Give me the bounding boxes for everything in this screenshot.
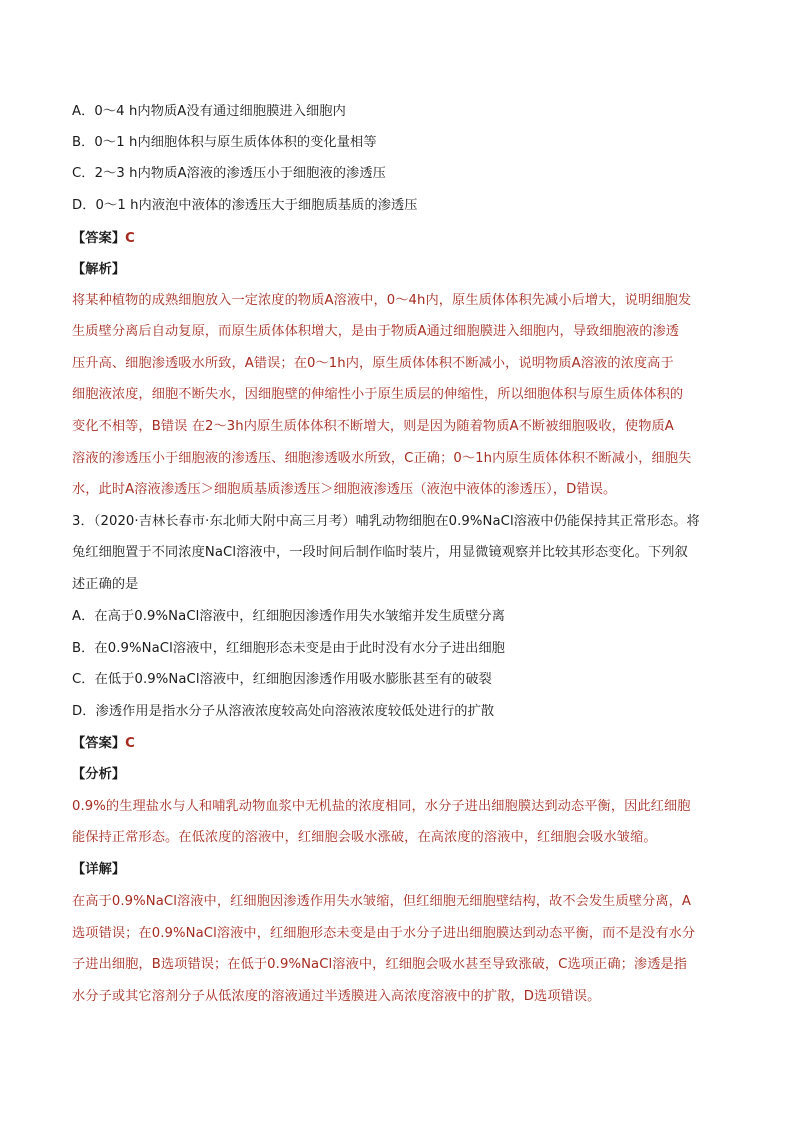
answer-label: 【答案】 bbox=[72, 736, 126, 751]
q3-option-d: D．渗透作用是指水分子从溶液浓度较高处向溶液浓度较低处进行的扩散 bbox=[72, 704, 495, 719]
q2-analysis-line: 将某种植物的成熟细胞放入一定浓度的物质A溶液中，0～4h内，原生质体体积先减小后增大，说明细胞发 bbox=[72, 293, 692, 308]
q2-option-a: A．0～4 h内物质A没有通过细胞膜进入细胞内 bbox=[72, 104, 346, 119]
q3-fenxi-line: 0.9%的生理盐水与人和哺乳动物血浆中无机盐的浓度相同，水分子进出细胞膜达到动态平衡，因此红细胞 bbox=[72, 799, 691, 814]
q3-stem-line: 述正确的是 bbox=[72, 577, 139, 592]
q2-analysis-line: 水，此时A溶液渗透压＞细胞质基质渗透压＞细胞液渗透压（液泡中液体的渗透压），D错误。 bbox=[72, 482, 617, 497]
q3-fenxi-line: 能保持正常形态。在低浓度的溶液中，红细胞会吸水涨破，在高浓度的溶液中，红细胞会吸水皱缩。 bbox=[72, 830, 657, 845]
q3-xiangjie-line: 选项错误；在0.9%NaCl溶液中，红细胞形态未变是由于水分子进出细胞膜达到动态平衡，而不是没有水分 bbox=[72, 926, 696, 941]
q2-analysis-line: 压升高、细胞渗透吸水所致，A错误；在0～1h内，原生质体体积不断减小，说明物质A溶液的浓度高于 bbox=[72, 356, 674, 371]
answer-label: 【答案】 bbox=[72, 231, 126, 246]
q3-option-a: A．在高于0.9%NaCl溶液中，红细胞因渗透作用失水皱缩并发生质壁分离 bbox=[72, 609, 506, 624]
q3-xiangjie-line: 子进出细胞，B选项错误；在低于0.9%NaCl溶液中，红细胞会吸水甚至导致涨破，C选项正确；渗透是指 bbox=[72, 957, 688, 972]
q2-analysis-line: 生质壁分离后自动复原，而原生质体体积增大，是由于物质A通过细胞膜进入细胞内，导致细胞液的渗透 bbox=[72, 324, 680, 339]
q3-option-c: C．在低于0.9%NaCl溶液中，红细胞因渗透作用吸水膨胀甚至有的破裂 bbox=[72, 672, 492, 687]
q3-option-b: B．在0.9%NaCl溶液中，红细胞形态未变是由于此时没有水分子进出细胞 bbox=[72, 641, 506, 656]
answer-value: C bbox=[125, 736, 135, 751]
q2-option-d: D．0～1 h内液泡中液体的渗透压大于细胞质基质的渗透压 bbox=[72, 198, 418, 213]
q2-analysis-line: 溶液的渗透压小于细胞液的渗透压、细胞渗透吸水所致，C正确；0～1h内原生质体体积不断减小，细胞失 bbox=[72, 451, 692, 466]
q3-xiangjie-label: 【详解】 bbox=[72, 862, 126, 877]
q3-answer bbox=[72, 733, 732, 755]
q3-fenxi-label: 【分析】 bbox=[72, 767, 126, 782]
q2-option-c: C．2～3 h内物质A溶液的渗透压小于细胞液的渗透压 bbox=[72, 166, 386, 181]
q2-analysis-line: 变化不相等，B错误 在2～3h内原生质体体积不断增大，则是因为随着物质A不断被细胞吸收，使物质A bbox=[72, 419, 674, 434]
q3-stem-line: 3．（2020·吉林长春市·东北师大附中高三月考）哺乳动物细胞在0.9%NaCl溶液中仍能保持其正常形态。将 bbox=[72, 514, 700, 529]
q3-xiangjie-line: 在高于0.9%NaCl溶液中，红细胞因渗透作用失水皱缩，但红细胞无细胞壁结构，故不会发生质壁分离，A bbox=[72, 894, 692, 909]
q2-option-b: B．0～1 h内细胞体积与原生质体体积的变化量相等 bbox=[72, 135, 377, 150]
answer-value: C bbox=[125, 231, 135, 246]
q2-analysis-label: 【解析】 bbox=[72, 262, 126, 277]
q2-answer bbox=[72, 228, 732, 250]
q3-stem-line: 兔红细胞置于不同浓度NaCl溶液中，一段时间后制作临时装片，用显微镜观察并比较其形态变化。下列叙 bbox=[72, 545, 688, 560]
q3-xiangjie-line: 水分子或其它溶剂分子从低浓度的溶液通过半透膜进入高浓度溶液中的扩散，D选项错误。 bbox=[72, 989, 601, 1004]
q2-analysis-line: 细胞液浓度，细胞不断失水，因细胞壁的伸缩性小于原生质层的伸缩性，所以细胞体积与原生质体体积的 bbox=[72, 387, 684, 402]
